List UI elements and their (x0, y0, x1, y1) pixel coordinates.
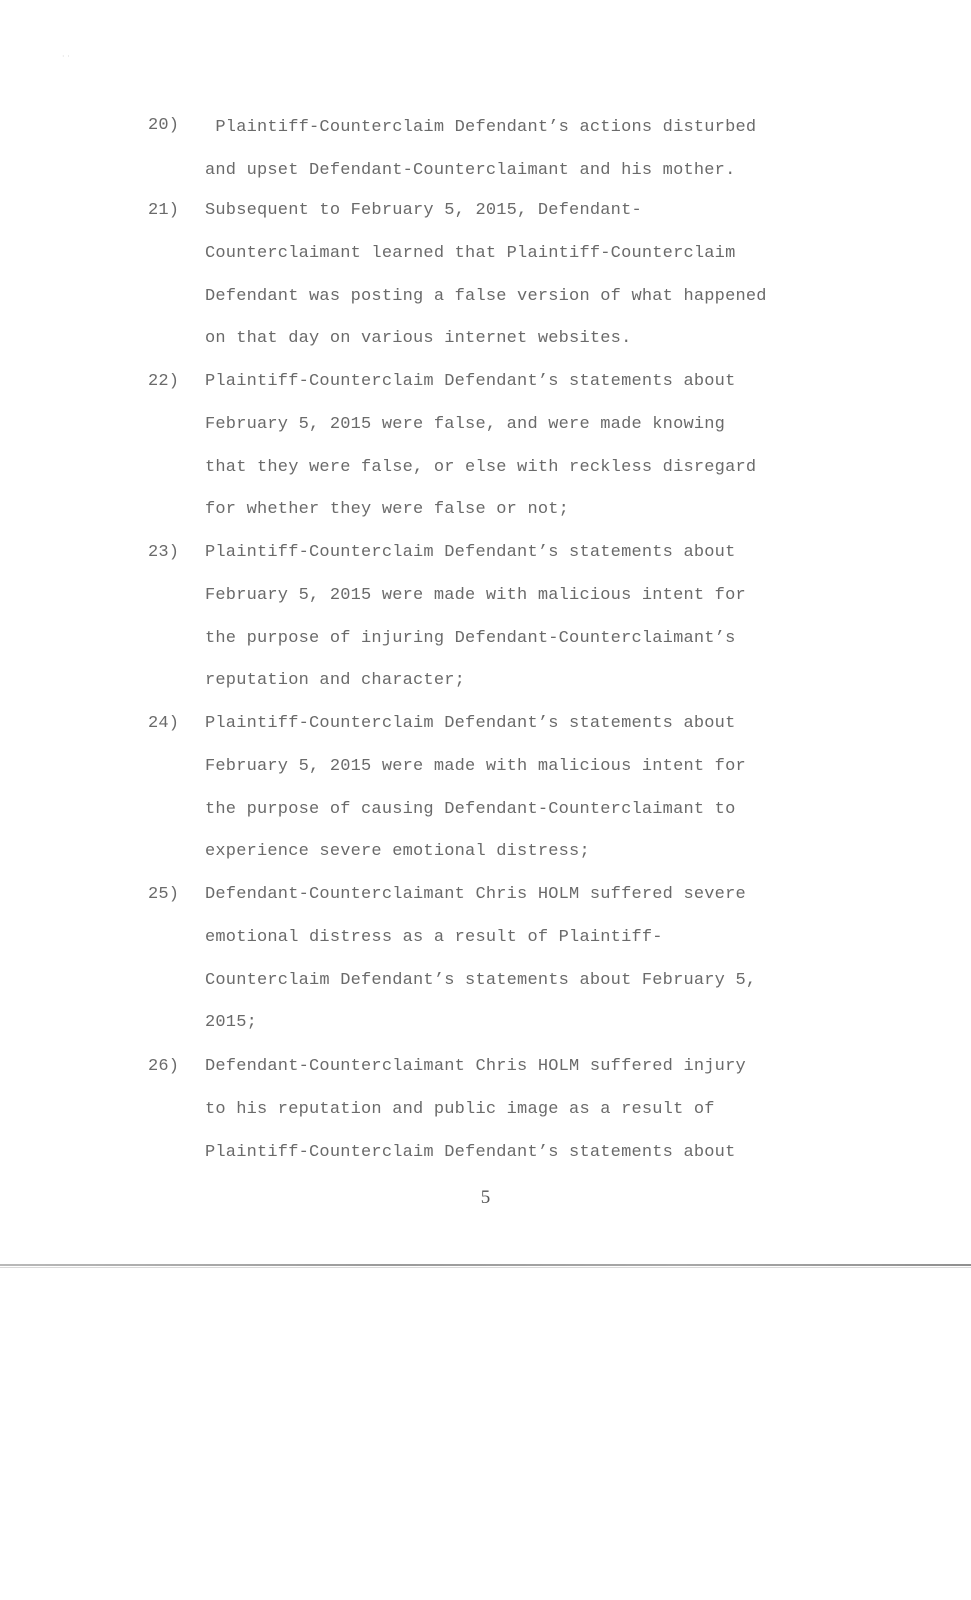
paragraph-line: Plaintiff-Counterclaim Defendant’s statements about (205, 372, 736, 391)
paragraph-line: and upset Defendant-Counterclaimant and his mother. (205, 161, 736, 180)
paragraph-line: for whether they were false or not; (205, 500, 570, 519)
paragraph-line: emotional distress as a result of Plaintiff- (205, 928, 663, 947)
paragraph-number: 25) (148, 885, 180, 904)
page-edge-divider (0, 1264, 971, 1266)
paragraph-line: Defendant was posting a false version of what happened (205, 287, 767, 306)
paragraph-line: February 5, 2015 were made with malicious intent for (205, 586, 746, 605)
paragraph-number: 24) (148, 714, 180, 733)
scan-speck: · · (62, 52, 70, 61)
paragraph-number: 23) (148, 543, 180, 562)
paragraph-line: Defendant-Counterclaimant Chris HOLM suffered severe (205, 885, 746, 904)
paragraph-line: experience severe emotional distress; (205, 842, 590, 861)
page-number: 5 (480, 1187, 491, 1208)
paragraph-line: Counterclaimant learned that Plaintiff-Counterclaim (205, 244, 736, 263)
paragraph-line: Plaintiff-Counterclaim Defendant’s statements about (205, 714, 736, 733)
paragraph-line: Plaintiff-Counterclaim Defendant’s statements about (205, 1143, 736, 1162)
paragraph-line: 2015; (205, 1013, 258, 1032)
paragraph-number: 21) (148, 201, 180, 220)
page-edge-divider-shadow (0, 1267, 971, 1268)
paragraph-line: that they were false, or else with reckless disregard (205, 458, 757, 477)
paragraph-number: 26) (148, 1057, 180, 1076)
paragraph-line: Subsequent to February 5, 2015, Defendant- (205, 201, 642, 220)
paragraph-line: on that day on various internet websites. (205, 329, 632, 348)
paragraph-line: February 5, 2015 were made with malicious intent for (205, 757, 746, 776)
paragraph-line: Plaintiff-Counterclaim Defendant’s actions disturbed (205, 118, 757, 137)
paragraph-line: Defendant-Counterclaimant Chris HOLM suffered injury (205, 1057, 746, 1076)
paragraph-line: Counterclaim Defendant’s statements about February 5, (205, 971, 757, 990)
paragraph-line: Plaintiff-Counterclaim Defendant’s statements about (205, 543, 736, 562)
paragraph-number: 22) (148, 372, 180, 391)
paragraph-line: to his reputation and public image as a result of (205, 1100, 715, 1119)
paragraph-number: 20) (148, 116, 180, 135)
paragraph-line: reputation and character; (205, 671, 466, 690)
paragraph-line: the purpose of injuring Defendant-Counterclaimant’s (205, 629, 736, 648)
paragraph-line: the purpose of causing Defendant-Counterclaimant to (205, 800, 736, 819)
paragraph-line: February 5, 2015 were false, and were made knowing (205, 415, 726, 434)
